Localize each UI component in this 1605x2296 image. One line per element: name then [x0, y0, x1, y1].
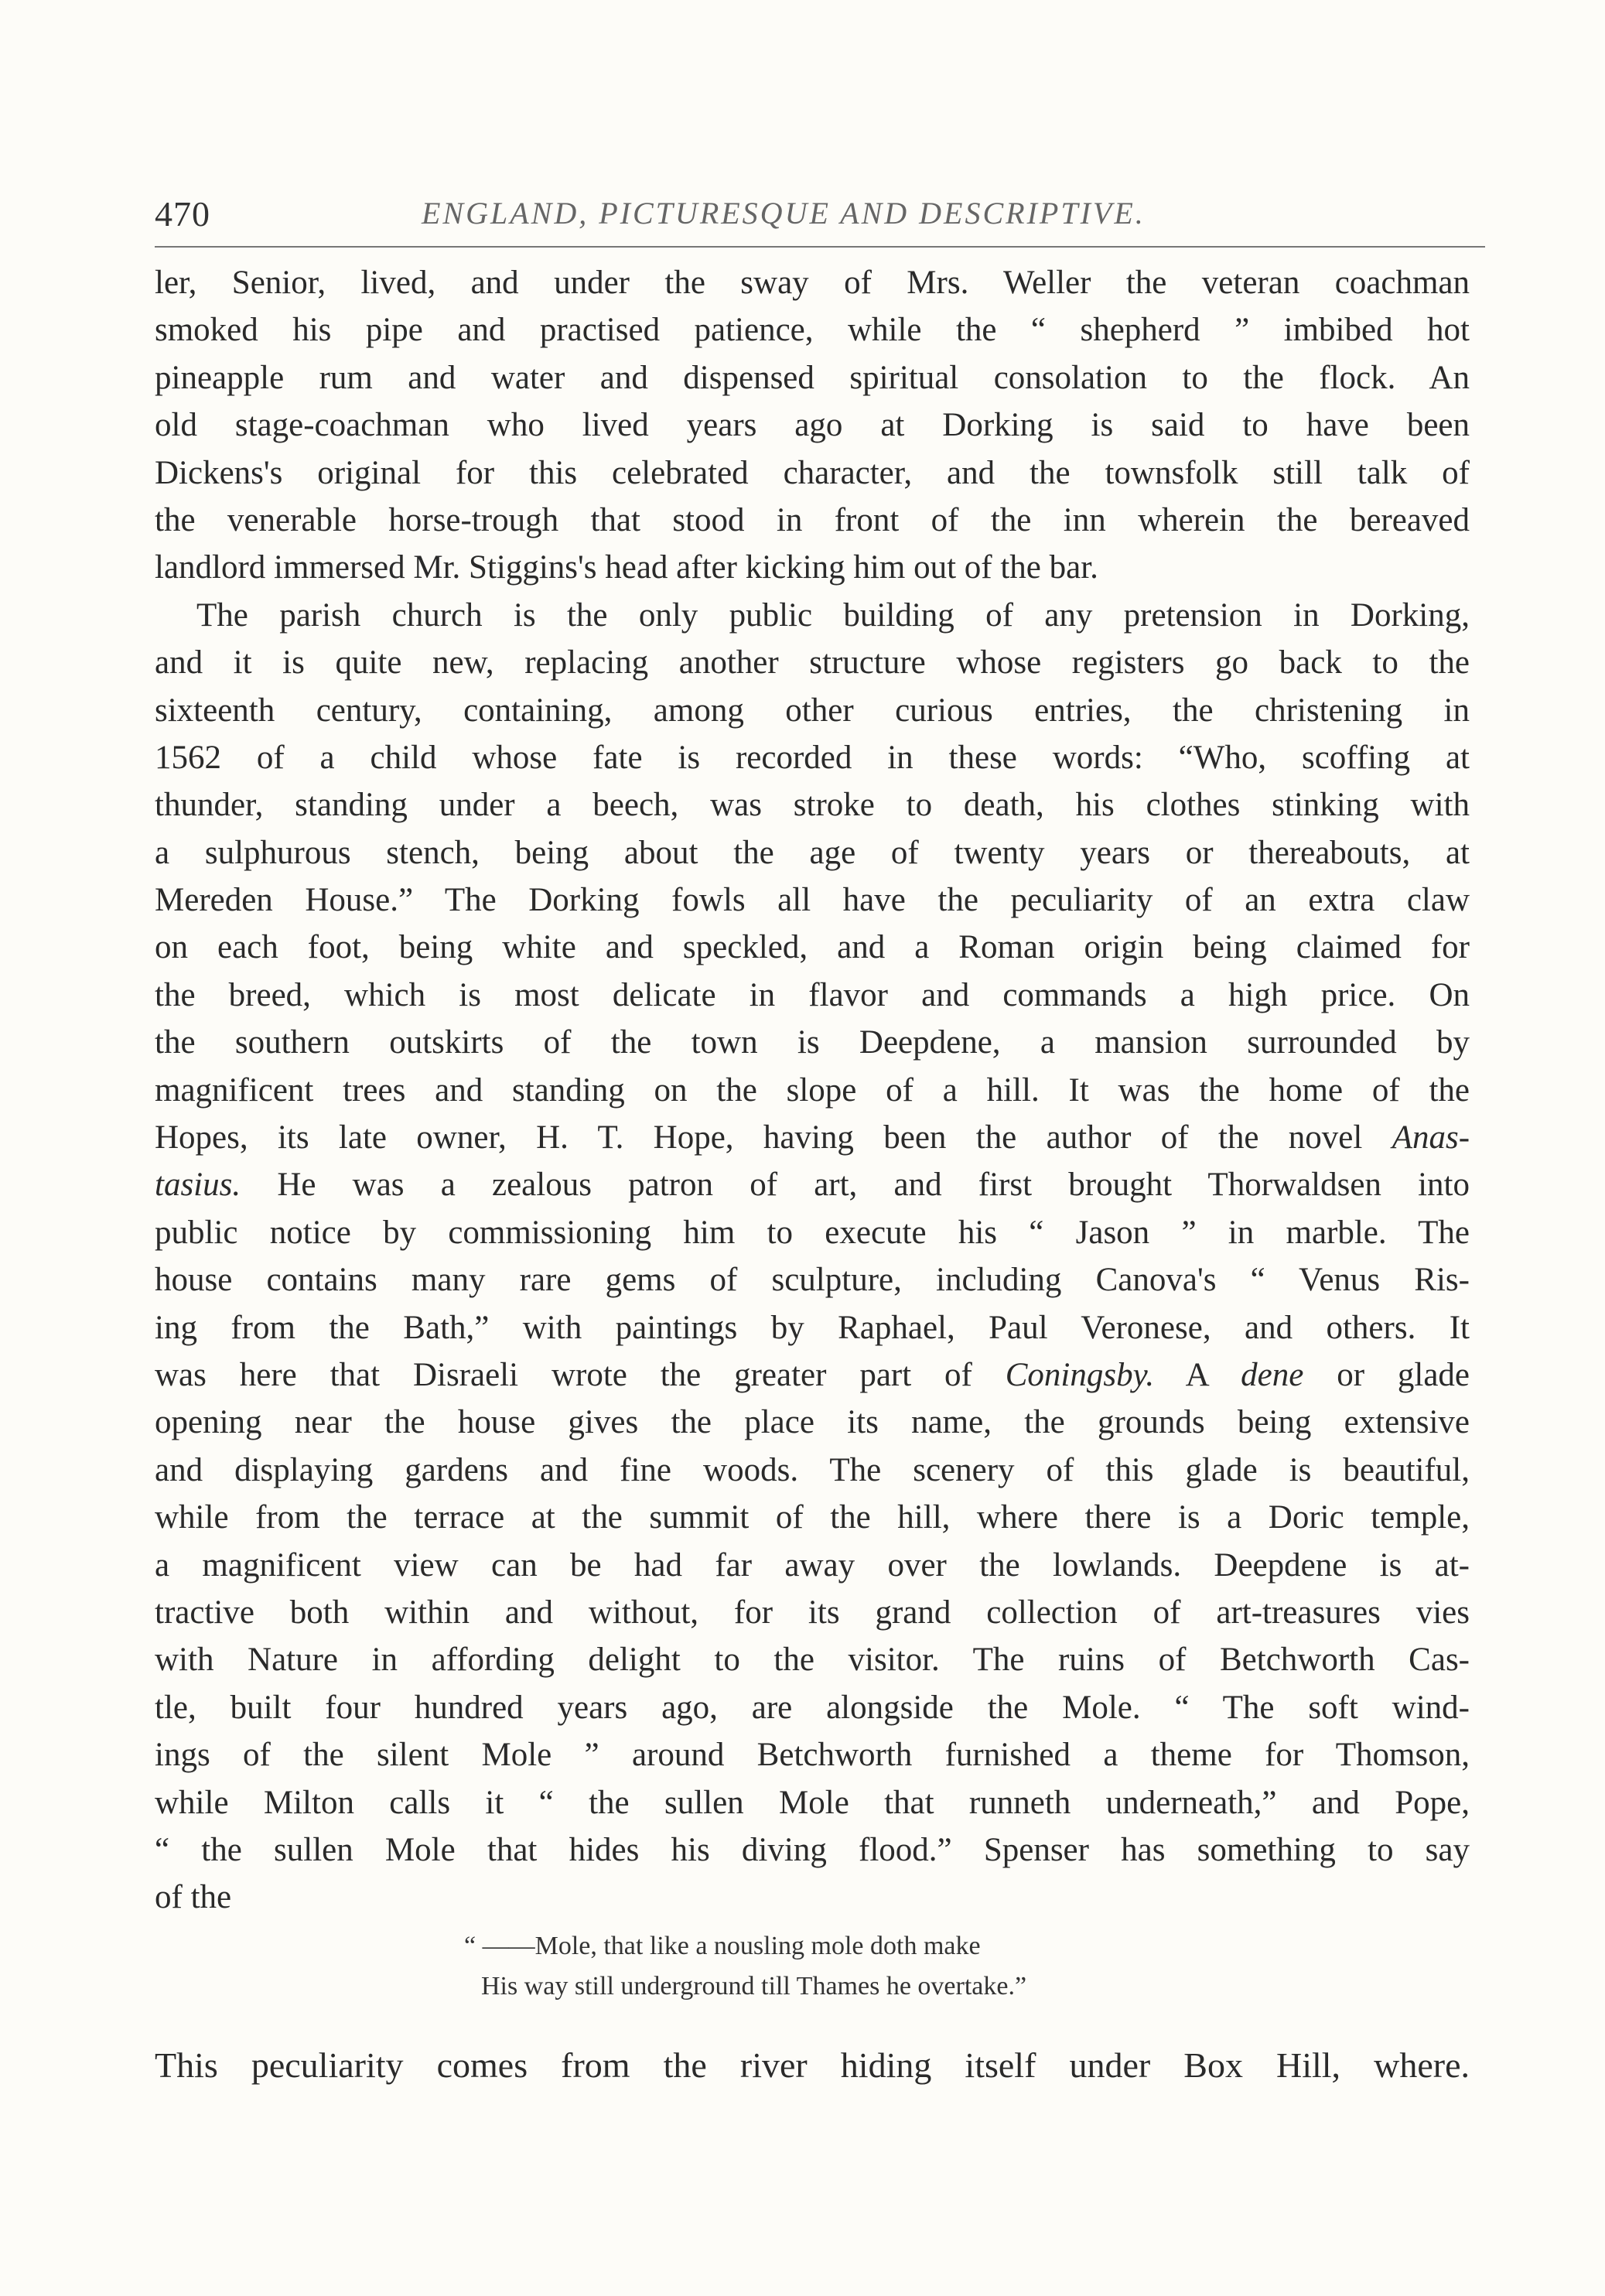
text-line: ings of the silent Mole ” around Betchworth furnished a theme for Thomson, [155, 1737, 1470, 1774]
text-line: with Nature in affording delight to the visitor. The ruins of Betchworth Cas- [155, 1642, 1470, 1679]
verse-line: “ ——Mole, that like a nousling mole doth make [464, 1932, 981, 1960]
italic-title: tasius. [155, 1167, 241, 1204]
text-line: of the [155, 1879, 232, 1916]
running-title: ENGLAND, PICTURESQUE AND DESCRIPTIVE. [422, 196, 1146, 231]
text-line: old stage-coachman who lived years ago at Dorking is said to have been [155, 407, 1470, 444]
text-line [155, 1114, 1470, 1161]
text-segment: A [1185, 1356, 1208, 1393]
text-line: public notice by commissioning him to execute his “ Jason ” in marble. The [155, 1214, 1470, 1251]
text-line: 1562 of a child whose fate is recorded in these words: “Who, scoffing at [155, 739, 1470, 776]
italic-title: Coningsby. [1005, 1356, 1155, 1393]
verse-line: His way still underground till Thames he overtake.” [481, 1972, 1027, 2000]
text-line: magnificent trees and standing on the slope of a hill. It was the home of the [155, 1071, 1470, 1109]
italic-title: Anas- [1392, 1119, 1470, 1157]
text-line: “ the sullen Mole that hides his diving flood.” Spenser has something to say [155, 1831, 1470, 1868]
text-line: Dickens's original for this celebrated character, and the townsfolk still talk of [155, 454, 1470, 491]
text-line: landlord immersed Mr. Stiggins's head after kicking him out of the bar. [155, 549, 1098, 586]
text-line: opening near the house gives the place its name, the grounds being extensive [155, 1404, 1470, 1441]
text-line: tractive both within and without, for its grand collection of art-treasures vies [155, 1594, 1470, 1631]
text-line: the venerable horse-trough that stood in front of the inn wherein the bereaved [155, 501, 1470, 538]
page-header [155, 192, 1485, 248]
text-line: the southern outskirts of the town is Deepdene, a mansion surrounded by [155, 1024, 1470, 1061]
text-line: while from the terrace at the summit of the hill, where there is a Doric temple, [155, 1499, 1470, 1536]
text-line: thunder, standing under a beech, was stroke to death, his clothes stinking with [155, 787, 1470, 824]
page-number: 470 [155, 194, 210, 234]
verse-quotation [464, 1926, 1160, 2007]
text-line: a magnificent view can be had far away over the lowlands. Deepdene is at- [155, 1546, 1470, 1584]
text-segment: was here that Disraeli wrote the greater part of [155, 1356, 972, 1393]
text-line: and it is quite new, replacing another structure whose registers go back to the [155, 644, 1470, 682]
text-line: the breed, which is most delicate in flavor and commands a high price. On [155, 976, 1470, 1013]
text-line: ler, Senior, lived, and under the sway of Mrs. Weller the veteran coachman [155, 265, 1470, 301]
text-line: a sulphurous stench, being about the age of twenty years or thereabouts, at [155, 834, 1470, 871]
text-line: sixteenth century, containing, among other curious entries, the christening in [155, 692, 1470, 729]
text-segment: Hopes, its late owner, H. T. Hope, having been the author of the novel [155, 1119, 1363, 1157]
text-segment: He was a zealous patron of art, and first brought Thorwaldsen into [277, 1167, 1470, 1204]
text-line [155, 1351, 1470, 1399]
body-text [155, 259, 1470, 1922]
text-line: tle, built four hundred years ago, are alongside the Mole. “ The soft wind- [155, 1689, 1470, 1726]
text-line [155, 1161, 1470, 1208]
text-segment: or glade [1337, 1356, 1470, 1393]
text-line: and displaying gardens and fine woods. The scenery of this glade is beautiful, [155, 1451, 1470, 1488]
text-line: house contains many rare gems of sculpture, including Canova's “ Venus Ris- [155, 1262, 1470, 1299]
italic-word: dene [1241, 1356, 1304, 1393]
text-line: smoked his pipe and practised patience, while the “ shepherd ” imbibed hot [155, 312, 1470, 349]
text-line: ing from the Bath,” with paintings by Raphael, Paul Veronese, and others. It [155, 1309, 1470, 1346]
text-line: pineapple rum and water and dispensed spiritual consolation to the flock. An [155, 359, 1470, 396]
text-line: on each foot, being white and speckled, and a Roman origin being claimed for [155, 929, 1470, 966]
text-line: Mereden House.” The Dorking fowls all have the peculiarity of an extra claw [155, 882, 1470, 919]
final-text-line: This peculiarity comes from the river hiding itself under Box Hill, where. [155, 2045, 1470, 2085]
paragraph-start-line: The parish church is the only public building of any pretension in Dorking, [196, 596, 1470, 634]
text-line: while Milton calls it “ the sullen Mole that runneth underneath,” and Pope, [155, 1784, 1470, 1821]
